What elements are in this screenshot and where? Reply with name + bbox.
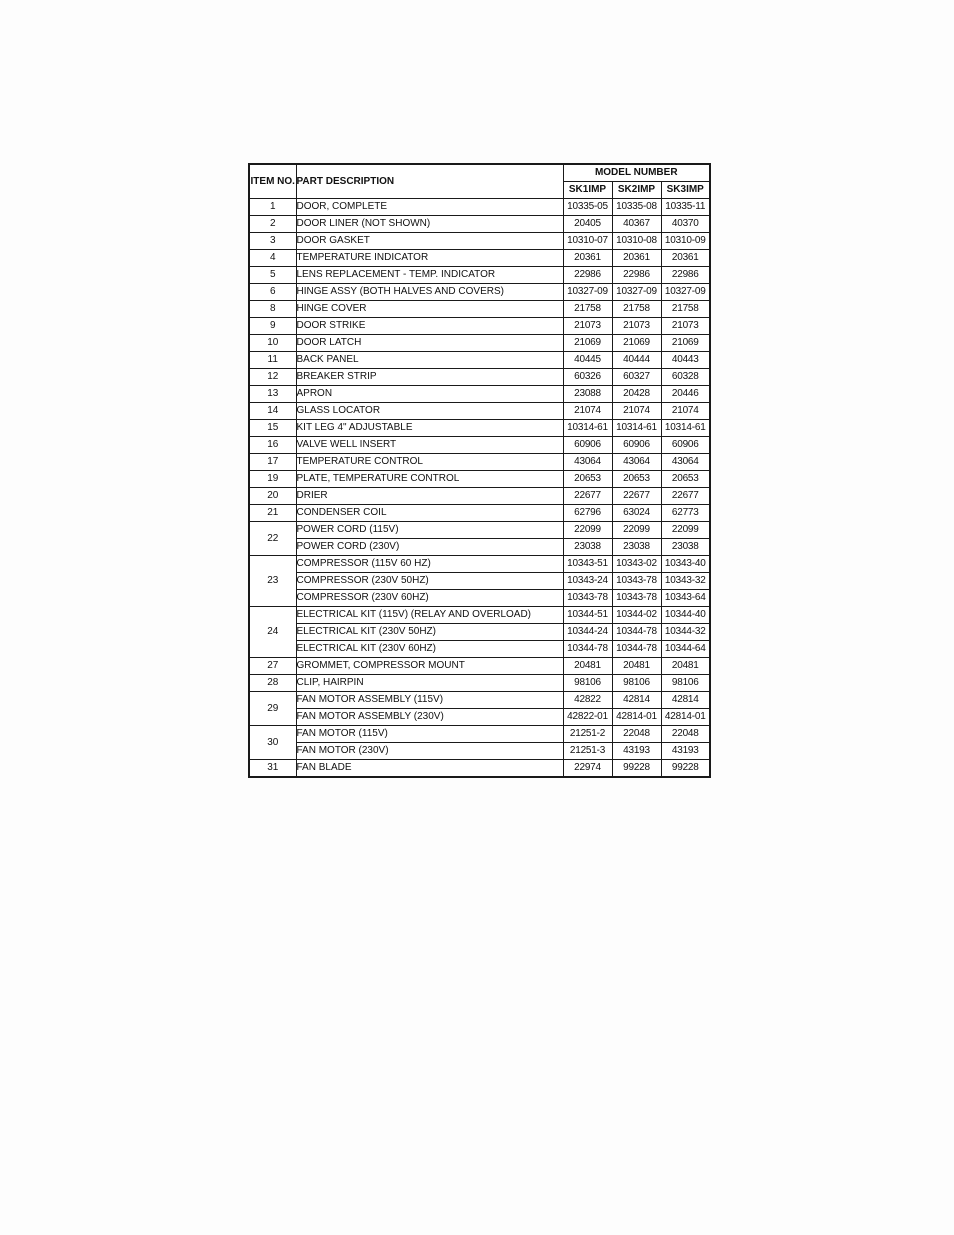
item-no-header: ITEM NO. — [249, 164, 296, 199]
sk2imp-part-number-cell: 40367 — [612, 216, 661, 233]
parts-table-header — [249, 164, 710, 199]
sk3imp-part-number-cell: 40443 — [661, 352, 710, 369]
sk1imp-part-number-cell: 60906 — [563, 437, 612, 454]
parts-table — [248, 163, 711, 778]
part-description-cell: DOOR, COMPLETE — [296, 199, 563, 216]
part-description-cell: TEMPERATURE CONTROL — [296, 454, 563, 471]
part-description-cell: HINGE COVER — [296, 301, 563, 318]
sk2imp-part-number-cell: 22986 — [612, 267, 661, 284]
table-row — [249, 641, 710, 658]
item-number-cell: 27 — [249, 658, 296, 675]
table-row — [249, 658, 710, 675]
sk2imp-part-number-cell: 63024 — [612, 505, 661, 522]
part-description-cell: COMPRESSOR (115V 60 HZ) — [296, 556, 563, 573]
part-description-cell: GLASS LOCATOR — [296, 403, 563, 420]
sk3imp-part-number-cell: 10343-40 — [661, 556, 710, 573]
item-number-cell: 31 — [249, 760, 296, 778]
sk3imp-part-number-cell: 40370 — [661, 216, 710, 233]
sk3imp-part-number-cell: 10335-11 — [661, 199, 710, 216]
sk1imp-part-number-cell: 10344-51 — [563, 607, 612, 624]
sk3imp-part-number-cell: 22048 — [661, 726, 710, 743]
sk3imp-part-number-cell: 20653 — [661, 471, 710, 488]
sk3imp-part-number-cell: 60906 — [661, 437, 710, 454]
sk3imp-part-number-cell: 62773 — [661, 505, 710, 522]
table-row — [249, 709, 710, 726]
sk2imp-part-number-cell: 42814 — [612, 692, 661, 709]
part-description-cell: LENS REPLACEMENT - TEMP. INDICATOR — [296, 267, 563, 284]
sk3imp-part-number-cell: 22986 — [661, 267, 710, 284]
sk1imp-part-number-cell: 21073 — [563, 318, 612, 335]
sk1imp-part-number-cell: 20653 — [563, 471, 612, 488]
sk1imp-part-number-cell: 42822-01 — [563, 709, 612, 726]
sk1imp-part-number-cell: 10314-61 — [563, 420, 612, 437]
sk3imp-part-number-cell: 10343-32 — [661, 573, 710, 590]
sk1imp-part-number-cell: 21074 — [563, 403, 612, 420]
table-row — [249, 454, 710, 471]
part-description-cell: FAN MOTOR ASSEMBLY (115V) — [296, 692, 563, 709]
sk1imp-part-number-cell: 10310-07 — [563, 233, 612, 250]
model-number-header: MODEL NUMBER — [563, 164, 710, 182]
sk2imp-part-number-cell: 10327-09 — [612, 284, 661, 301]
sk3imp-part-number-cell: 20446 — [661, 386, 710, 403]
item-number-cell: 30 — [249, 726, 296, 760]
table-row — [249, 352, 710, 369]
part-description-cell: POWER CORD (230V) — [296, 539, 563, 556]
sk3imp-part-number-cell: 43064 — [661, 454, 710, 471]
item-number-cell: 19 — [249, 471, 296, 488]
part-description-cell: KIT LEG 4" ADJUSTABLE — [296, 420, 563, 437]
item-number-cell: 2 — [249, 216, 296, 233]
item-number-cell: 5 — [249, 267, 296, 284]
item-number-cell: 20 — [249, 488, 296, 505]
sk2imp-part-number-cell: 10344-02 — [612, 607, 661, 624]
table-row — [249, 267, 710, 284]
sk1imp-part-number-cell: 21758 — [563, 301, 612, 318]
table-row — [249, 301, 710, 318]
sk3imp-part-number-cell: 22677 — [661, 488, 710, 505]
part-description-cell: HINGE ASSY (BOTH HALVES AND COVERS) — [296, 284, 563, 301]
sk2imp-part-number-cell: 42814-01 — [612, 709, 661, 726]
part-description-cell: ELECTRICAL KIT (115V) (RELAY AND OVERLOAD) — [296, 607, 563, 624]
sk2imp-part-number-cell: 60906 — [612, 437, 661, 454]
sk1imp-part-number-cell: 20361 — [563, 250, 612, 267]
sk3imp-part-number-cell: 21069 — [661, 335, 710, 352]
sk3imp-part-number-cell: 99228 — [661, 760, 710, 778]
sk2imp-part-number-cell: 10343-78 — [612, 590, 661, 607]
part-description-cell: GROMMET, COMPRESSOR MOUNT — [296, 658, 563, 675]
sk3imp-part-number-cell: 60328 — [661, 369, 710, 386]
part-description-cell: POWER CORD (115V) — [296, 522, 563, 539]
sk1imp-part-number-cell: 40445 — [563, 352, 612, 369]
table-row — [249, 607, 710, 624]
table-row — [249, 505, 710, 522]
table-row — [249, 318, 710, 335]
item-number-cell: 11 — [249, 352, 296, 369]
part-description-cell: ELECTRICAL KIT (230V 60HZ) — [296, 641, 563, 658]
sk1imp-part-number-cell: 10335-05 — [563, 199, 612, 216]
item-number-cell: 13 — [249, 386, 296, 403]
sk3imp-part-number-cell: 10310-09 — [661, 233, 710, 250]
table-row — [249, 335, 710, 352]
part-description-cell: FAN MOTOR ASSEMBLY (230V) — [296, 709, 563, 726]
sk3imp-part-number-cell: 42814 — [661, 692, 710, 709]
sk2imp-part-number-cell: 21074 — [612, 403, 661, 420]
table-row — [249, 386, 710, 403]
part-description-cell: FAN MOTOR (230V) — [296, 743, 563, 760]
sk3imp-part-number-cell: 21074 — [661, 403, 710, 420]
sk3imp-part-number-cell: 20361 — [661, 250, 710, 267]
sk1imp-part-number-cell: 22974 — [563, 760, 612, 778]
sk1imp-part-number-cell: 23088 — [563, 386, 612, 403]
sk3imp-part-number-cell: 10343-64 — [661, 590, 710, 607]
sk2imp-part-number-cell: 23038 — [612, 539, 661, 556]
sk2imp-part-number-cell: 22099 — [612, 522, 661, 539]
parts-table-body — [249, 199, 710, 778]
part-description-cell: COMPRESSOR (230V 50HZ) — [296, 573, 563, 590]
sk1imp-part-number-cell: 10327-09 — [563, 284, 612, 301]
table-row — [249, 556, 710, 573]
sk1imp-part-number-cell: 22099 — [563, 522, 612, 539]
table-row — [249, 471, 710, 488]
item-number-cell: 1 — [249, 199, 296, 216]
table-row — [249, 199, 710, 216]
sk2imp-part-number-cell: 10343-78 — [612, 573, 661, 590]
sk2imp-part-number-cell: 10344-78 — [612, 624, 661, 641]
model-sk1imp-header: SK1IMP — [563, 182, 612, 199]
table-row — [249, 216, 710, 233]
sk3imp-part-number-cell: 23038 — [661, 539, 710, 556]
item-number-cell: 14 — [249, 403, 296, 420]
sk3imp-part-number-cell: 10327-09 — [661, 284, 710, 301]
sk2imp-part-number-cell: 22677 — [612, 488, 661, 505]
sk2imp-part-number-cell: 40444 — [612, 352, 661, 369]
item-number-cell: 4 — [249, 250, 296, 267]
sk2imp-part-number-cell: 21758 — [612, 301, 661, 318]
part-description-cell: VALVE WELL INSERT — [296, 437, 563, 454]
sk2imp-part-number-cell: 10343-02 — [612, 556, 661, 573]
table-row — [249, 233, 710, 250]
sk1imp-part-number-cell: 42822 — [563, 692, 612, 709]
sk2imp-part-number-cell: 22048 — [612, 726, 661, 743]
sk2imp-part-number-cell: 10310-08 — [612, 233, 661, 250]
table-row — [249, 675, 710, 692]
part-description-cell: DRIER — [296, 488, 563, 505]
sk2imp-part-number-cell: 10335-08 — [612, 199, 661, 216]
table-row — [249, 726, 710, 743]
sk3imp-part-number-cell: 21073 — [661, 318, 710, 335]
part-description-cell: FAN MOTOR (115V) — [296, 726, 563, 743]
sk1imp-part-number-cell: 21251-3 — [563, 743, 612, 760]
part-description-cell: DOOR LATCH — [296, 335, 563, 352]
sk2imp-part-number-cell: 43064 — [612, 454, 661, 471]
sk1imp-part-number-cell: 21251-2 — [563, 726, 612, 743]
sk1imp-part-number-cell: 22677 — [563, 488, 612, 505]
table-row — [249, 692, 710, 709]
sk1imp-part-number-cell: 20405 — [563, 216, 612, 233]
sk3imp-part-number-cell: 22099 — [661, 522, 710, 539]
sk1imp-part-number-cell: 23038 — [563, 539, 612, 556]
model-sk2imp-header: SK2IMP — [612, 182, 661, 199]
part-description-cell: DOOR STRIKE — [296, 318, 563, 335]
sk3imp-part-number-cell: 10314-61 — [661, 420, 710, 437]
sk1imp-part-number-cell: 21069 — [563, 335, 612, 352]
sk2imp-part-number-cell: 20428 — [612, 386, 661, 403]
sk1imp-part-number-cell: 10343-51 — [563, 556, 612, 573]
sk2imp-part-number-cell: 21073 — [612, 318, 661, 335]
sk1imp-part-number-cell: 10343-78 — [563, 590, 612, 607]
part-description-cell: DOOR LINER (NOT SHOWN) — [296, 216, 563, 233]
part-description-cell: COMPRESSOR (230V 60HZ) — [296, 590, 563, 607]
table-row — [249, 488, 710, 505]
table-row — [249, 624, 710, 641]
sk2imp-part-number-cell: 98106 — [612, 675, 661, 692]
item-number-cell: 29 — [249, 692, 296, 726]
sk2imp-part-number-cell: 10314-61 — [612, 420, 661, 437]
sk1imp-part-number-cell: 10344-24 — [563, 624, 612, 641]
part-description-cell: CONDENSER COIL — [296, 505, 563, 522]
table-row — [249, 420, 710, 437]
sk3imp-part-number-cell: 42814-01 — [661, 709, 710, 726]
sk3imp-part-number-cell: 43193 — [661, 743, 710, 760]
item-number-cell: 22 — [249, 522, 296, 556]
sk3imp-part-number-cell: 98106 — [661, 675, 710, 692]
part-description-cell: TEMPERATURE INDICATOR — [296, 250, 563, 267]
sk3imp-part-number-cell: 10344-32 — [661, 624, 710, 641]
sk1imp-part-number-cell: 43064 — [563, 454, 612, 471]
table-row — [249, 437, 710, 454]
item-number-cell: 28 — [249, 675, 296, 692]
sk2imp-part-number-cell: 21069 — [612, 335, 661, 352]
sk2imp-part-number-cell: 60327 — [612, 369, 661, 386]
part-description-cell: BACK PANEL — [296, 352, 563, 369]
sk2imp-part-number-cell: 43193 — [612, 743, 661, 760]
sk2imp-part-number-cell: 20481 — [612, 658, 661, 675]
table-row — [249, 760, 710, 778]
item-number-cell: 21 — [249, 505, 296, 522]
sk2imp-part-number-cell: 10344-78 — [612, 641, 661, 658]
table-row — [249, 403, 710, 420]
item-number-cell: 12 — [249, 369, 296, 386]
item-number-cell: 10 — [249, 335, 296, 352]
sk1imp-part-number-cell: 20481 — [563, 658, 612, 675]
sk3imp-part-number-cell: 20481 — [661, 658, 710, 675]
part-description-header: PART DESCRIPTION — [296, 164, 563, 199]
part-description-cell: PLATE, TEMPERATURE CONTROL — [296, 471, 563, 488]
sk2imp-part-number-cell: 99228 — [612, 760, 661, 778]
part-description-cell: ELECTRICAL KIT (230V 50HZ) — [296, 624, 563, 641]
sk1imp-part-number-cell: 62796 — [563, 505, 612, 522]
sk1imp-part-number-cell: 10344-78 — [563, 641, 612, 658]
item-number-cell: 3 — [249, 233, 296, 250]
sk2imp-part-number-cell: 20653 — [612, 471, 661, 488]
table-row — [249, 590, 710, 607]
item-number-cell: 24 — [249, 607, 296, 658]
part-description-cell: APRON — [296, 386, 563, 403]
sk3imp-part-number-cell: 21758 — [661, 301, 710, 318]
part-description-cell: CLIP, HAIRPIN — [296, 675, 563, 692]
item-number-cell: 6 — [249, 284, 296, 301]
sk1imp-part-number-cell: 22986 — [563, 267, 612, 284]
table-row — [249, 573, 710, 590]
item-number-cell: 17 — [249, 454, 296, 471]
table-row — [249, 522, 710, 539]
item-number-cell: 8 — [249, 301, 296, 318]
part-description-cell: BREAKER STRIP — [296, 369, 563, 386]
sk3imp-part-number-cell: 10344-64 — [661, 641, 710, 658]
table-row — [249, 250, 710, 267]
sk1imp-part-number-cell: 60326 — [563, 369, 612, 386]
item-number-cell: 9 — [249, 318, 296, 335]
sk2imp-part-number-cell: 20361 — [612, 250, 661, 267]
model-sk3imp-header: SK3IMP — [661, 182, 710, 199]
table-row — [249, 743, 710, 760]
sk1imp-part-number-cell: 10343-24 — [563, 573, 612, 590]
table-row — [249, 539, 710, 556]
table-row — [249, 284, 710, 301]
part-description-cell: DOOR GASKET — [296, 233, 563, 250]
item-number-cell: 15 — [249, 420, 296, 437]
sk3imp-part-number-cell: 10344-40 — [661, 607, 710, 624]
table-row — [249, 369, 710, 386]
item-number-cell: 23 — [249, 556, 296, 607]
item-number-cell: 16 — [249, 437, 296, 454]
part-description-cell: FAN BLADE — [296, 760, 563, 778]
sk1imp-part-number-cell: 98106 — [563, 675, 612, 692]
